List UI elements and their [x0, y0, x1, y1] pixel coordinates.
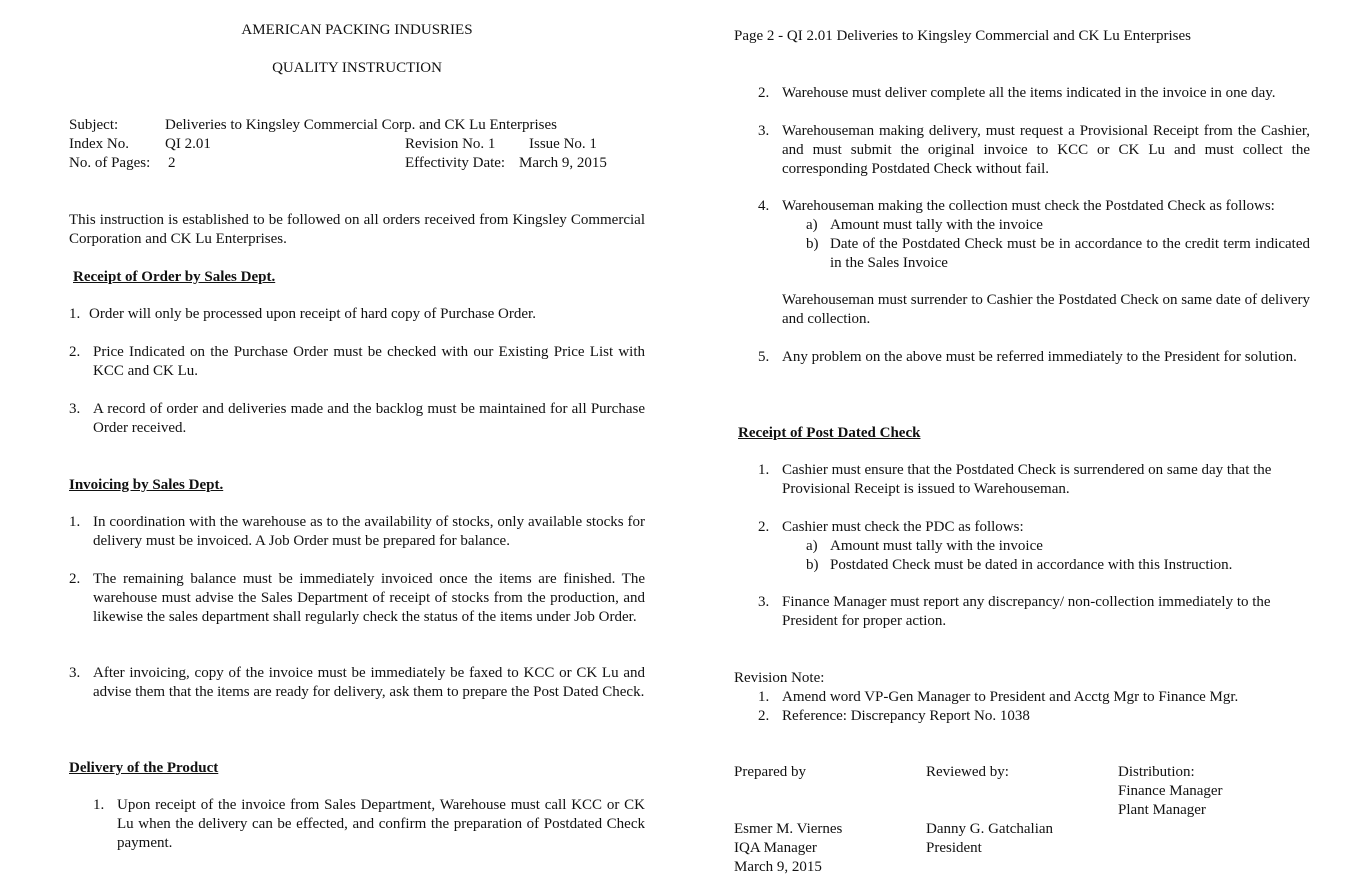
note-paragraph: Warehouseman must surrender to Cashier the Postdated Check on same date of delivery and collection.	[782, 292, 1310, 327]
list-item: The remaining balance must be immediately invoiced once the items are finished. The warehouse must advise the Sales Department of receipt of stocks from the production, and likewise the sales department shall regularly check the status of the items under Job Order.	[93, 571, 645, 625]
list-number: 1.	[758, 689, 770, 705]
subject-label: Subject:	[69, 117, 119, 133]
preparer-title: IQA Manager	[734, 840, 817, 856]
list-item: After invoicing, copy of the invoice must be immediately be faxed to KCC or CK Lu and advise them that the items are ready for delivery, ask them to prepare the Post Dated Check.	[93, 665, 645, 700]
list-item: Order will only be processed upon receipt of hard copy of Purchase Order.	[89, 306, 536, 322]
prepared-by-label: Prepared by	[734, 764, 807, 780]
list-item: A record of order and deliveries made and the backlog must be maintained for all Purchase Order received.	[93, 401, 645, 436]
list-item: Cashier must ensure that the Postdated Check is surrendered on same day that the Provisional Receipt is issued to Warehouseman.	[782, 462, 1272, 497]
list-item: Any problem on the above must be referred immediately to the President for solution.	[782, 349, 1297, 365]
document-type: QUALITY INSTRUCTION	[272, 60, 442, 76]
sub-item-letter: b)	[806, 236, 819, 252]
list-item: Finance Manager must report any discrepancy/ non-collection immediately to the President for proper action.	[782, 594, 1271, 629]
sub-item-letter: a)	[806, 538, 818, 554]
preparer-name: Esmer M. Viernes	[734, 821, 843, 837]
list-number: 3.	[758, 123, 770, 139]
reviewed-by-label: Reviewed by:	[926, 764, 1009, 780]
list-number: 2.	[69, 571, 81, 587]
distribution-item: Finance Manager	[1118, 783, 1223, 799]
subject-value: Deliveries to Kingsley Commercial Corp. and CK Lu Enterprises	[165, 117, 557, 133]
section-title-invoicing: Invoicing by Sales Dept.	[69, 477, 224, 493]
list-item: Cashier must check the PDC as follows:	[782, 519, 1024, 535]
sub-item: Date of the Postdated Check must be in accordance to the credit term indicated in the Sales Invoice	[830, 236, 1310, 271]
intro-paragraph: This instruction is established to be followed on all orders received from Kingsley Commercial Corporation and CK Lu Enterprises.	[69, 212, 645, 247]
page-header: Page 2 - QI 2.01 Deliveries to Kingsley Commercial and CK Lu Enterprises	[734, 28, 1191, 44]
list-item: Reference: Discrepancy Report No. 1038	[782, 708, 1030, 724]
index-label: Index No.	[69, 136, 129, 152]
sub-item: Amount must tally with the invoice	[830, 538, 1043, 554]
list-item: In coordination with the warehouse as to the availability of stocks, only available stocks for delivery must be invoiced. A Job Order must be prepared for balance.	[93, 514, 645, 549]
list-number: 4.	[758, 198, 770, 214]
list-number: 3.	[69, 401, 81, 417]
list-number: 5.	[758, 349, 770, 365]
effectivity-value: March 9, 2015	[519, 155, 607, 171]
section-title-delivery: Delivery of the Product	[69, 760, 219, 776]
list-item: Price Indicated on the Purchase Order must be checked with our Existing Price List with KCC and CK Lu.	[93, 344, 645, 379]
list-item: Amend word VP-Gen Manager to President and Acctg Mgr to Finance Mgr.	[782, 689, 1239, 705]
revision-note-title: Revision Note:	[734, 670, 825, 686]
index-value: QI 2.01	[165, 136, 211, 152]
distribution-label: Distribution:	[1118, 764, 1195, 780]
list-item: Warehouseman making delivery, must request a Provisional Receipt from the Cashier, and must submit the original invoice to KCC or CK Lu and must collect the corresponding Postdated Check without fail.	[782, 123, 1310, 177]
pages-label: No. of Pages:	[69, 155, 151, 171]
reviewer-title: President	[926, 840, 982, 856]
list-number: 2.	[758, 85, 770, 101]
sub-item: Amount must tally with the invoice	[830, 217, 1043, 233]
issue-no: Issue No. 1	[529, 136, 597, 152]
section-title-post-dated-check: Receipt of Post Dated Check	[738, 425, 921, 441]
list-number: 1.	[69, 306, 81, 322]
prepared-date: March 9, 2015	[734, 859, 822, 875]
list-item: Warehouseman making the collection must check the Postdated Check as follows:	[782, 198, 1275, 214]
list-number: 2.	[758, 708, 770, 724]
sub-item-letter: b)	[806, 557, 819, 573]
list-number: 1.	[758, 462, 770, 478]
list-number: 1.	[93, 797, 105, 813]
list-number: 1.	[69, 514, 81, 530]
pages-value: 2	[168, 155, 176, 171]
sub-item-letter: a)	[806, 217, 818, 233]
reviewer-name: Danny G. Gatchalian	[926, 821, 1054, 837]
list-number: 3.	[69, 665, 81, 681]
list-item: Upon receipt of the invoice from Sales Department, Warehouse must call KCC or CK Lu when the delivery can be effected, and confirm the preparation of Postdated Check payment.	[117, 797, 645, 851]
list-number: 2.	[69, 344, 81, 360]
list-item: Warehouse must deliver complete all the items indicated in the invoice in one day.	[782, 85, 1276, 101]
revision-no: Revision No. 1	[405, 136, 496, 152]
distribution-item: Plant Manager	[1118, 802, 1206, 818]
sub-item: Postdated Check must be dated in accordance with this Instruction.	[830, 557, 1233, 573]
effectivity-label: Effectivity Date:	[405, 155, 506, 171]
company-name: AMERICAN PACKING INDUSRIES	[241, 22, 473, 38]
list-number: 3.	[758, 594, 770, 610]
list-number: 2.	[758, 519, 770, 535]
section-title-receipt-of-order: Receipt of Order by Sales Dept.	[73, 269, 276, 285]
